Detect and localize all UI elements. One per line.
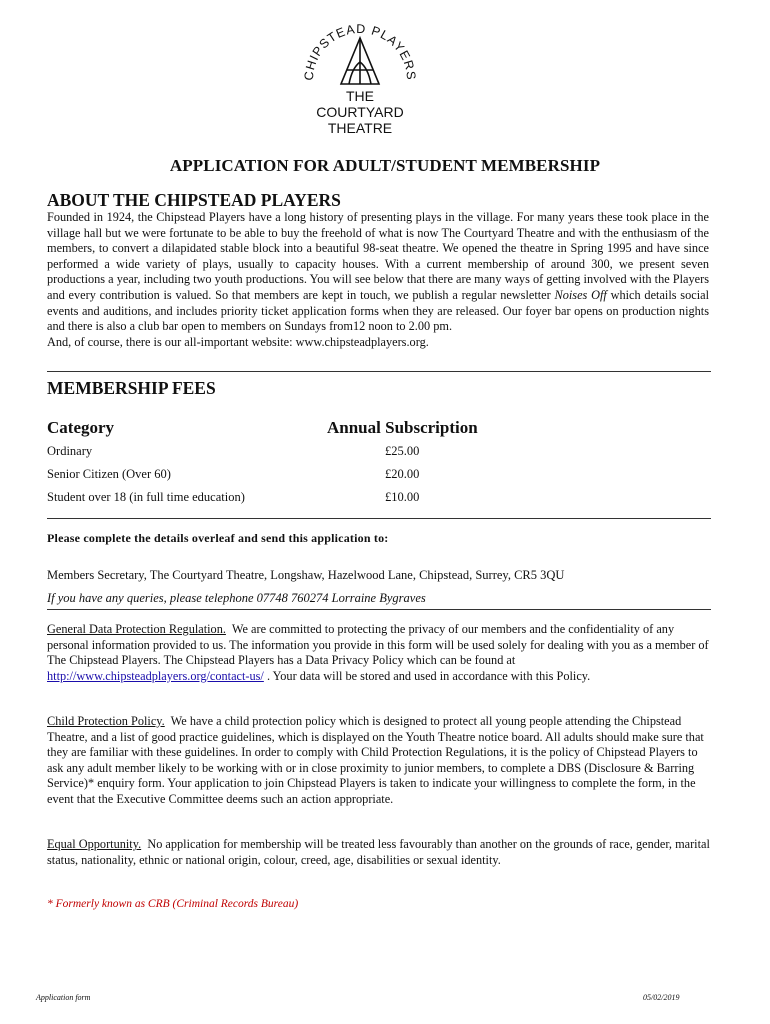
- fee-row: [47, 490, 467, 508]
- gdpr-text-1: We are committed to protecting the privacy of our members and the confidentiality of any personal information provided to us. The information you provide in this form will be used solely for dealing with you as a member of The Chipstead Players. The Chipstead Players has a Data Privacy Policy which can be found at: [47, 622, 709, 668]
- newsletter-name: Noises Off: [554, 287, 607, 302]
- subscription-column-header: Annual Subscription: [327, 418, 478, 437]
- gdpr-paragraph: [47, 622, 713, 684]
- footer-date: 05/02/2019: [643, 993, 680, 1002]
- footer-left: Application form: [36, 993, 91, 1002]
- about-website-line: And, of course, there is our all-important website: www.chipsteadplayers.org.: [47, 334, 429, 349]
- fee-label: Senior Citizen (Over 60): [47, 467, 171, 481]
- fee-label: Ordinary: [47, 444, 93, 458]
- fee-amount: £10.00: [385, 490, 420, 504]
- child-protection-title: Child Protection Policy.: [47, 714, 165, 728]
- theatre-triangle-icon: [341, 38, 379, 84]
- fee-label: Student over 18 (in full time education): [47, 490, 245, 504]
- child-protection-text: We have a child protection policy which is designed to protect all young people attending the Chipstead Theatre, and a list of good practice guidelines, which is displayed on the Youth Theatre notice board. All adults should make sure that they are familiar with these guidelines. In order to comply with Child Protection Regulations, it is the policy of Chipstead Players to ask any adult member likely to be working with or in close proximity to junior members, to complete a DBS (Disclosure & Barring Service)* enquiry form. Your application to join Chipstead Players is taken to indicate your willingness to complete the form, in the event that the Executive Committee deems such an action appropriate.: [47, 714, 704, 806]
- fee-amount: £25.00: [385, 444, 420, 458]
- gdpr-title: General Data Protection Regulation.: [47, 622, 226, 636]
- about-paragraph: [47, 210, 709, 350]
- logo-line-1: THE: [346, 88, 374, 104]
- logo-title: [290, 88, 430, 136]
- category-column-header: Category: [47, 418, 115, 437]
- fee-row: [47, 444, 467, 462]
- logo-arc-text: CHIPSTEAD PLAYERS: [301, 21, 419, 82]
- fees-heading: MEMBERSHIP FEES: [47, 378, 216, 398]
- equal-opportunity-title: Equal Opportunity.: [47, 837, 142, 851]
- privacy-policy-link[interactable]: http://www.chipsteadplayers.org/contact-us/: [47, 668, 264, 683]
- gdpr-text-2: . Your data will be stored and used in accordance with this Policy.: [266, 668, 591, 683]
- about-heading: ABOUT THE CHIPSTEAD PLAYERS: [47, 190, 341, 210]
- crb-footnote: * Formerly known as CRB (Criminal Records Bureau): [47, 898, 299, 910]
- about-text-1: Founded in 1924, the Chipstead Players have a long history of presenting plays in the village. For many years these took place in the village hall but we were fortunate to be able to buy the freehold of what is now The Courtyard Theatre and with the enthusiasm of the members, to convert a dilapidated stable block into a beautiful 98-seat theatre. We opened the theatre in Spring 1995 and have since performed a wide variety of plays, usually to capacity houses. With a current membership of around 300, we present seven productions a year, including two youth productions. You will see below that there are many ways of getting involved with the Players and every contribution is valued. So that members are kept in touch, we publish a regular newsletter: [47, 210, 709, 302]
- equal-opportunity-text: No application for membership will be treated less favourably than another on the grounds of race, gender, marital status, nationality, ethnic or national origin, colour, creed, age, disabilities or sexual identity.: [47, 837, 710, 867]
- divider-2: [47, 518, 711, 519]
- queries-line: If you have any queries, please telephone 07748 760274 Lorraine Bygraves: [47, 591, 426, 605]
- about-text-2: which details social events and auditions, and includes priority ticket application forms when they are released. Our foyer bar opens on production nights and there is also a club bar open to members on Sundays from12 noon to 2.00 pm.: [47, 287, 709, 334]
- fee-amount: £20.00: [385, 467, 420, 481]
- page-title: APPLICATION FOR ADULT/STUDENT MEMBERSHIP: [169, 156, 601, 175]
- send-address: Members Secretary, The Courtyard Theatre, Longshaw, Hazelwood Lane, Chipstead, Surrey, CR5 3QU: [47, 568, 565, 582]
- equal-opportunity-paragraph: [47, 837, 713, 868]
- send-instruction: Please complete the details overleaf and send this application to:: [47, 531, 389, 545]
- divider-3: [47, 609, 711, 610]
- divider-1: [47, 371, 711, 372]
- fee-row: [47, 467, 467, 485]
- logo-line-2: COURTYARD: [316, 104, 404, 120]
- logo-line-3: THEATRE: [327, 120, 393, 136]
- child-protection-paragraph: [47, 714, 713, 808]
